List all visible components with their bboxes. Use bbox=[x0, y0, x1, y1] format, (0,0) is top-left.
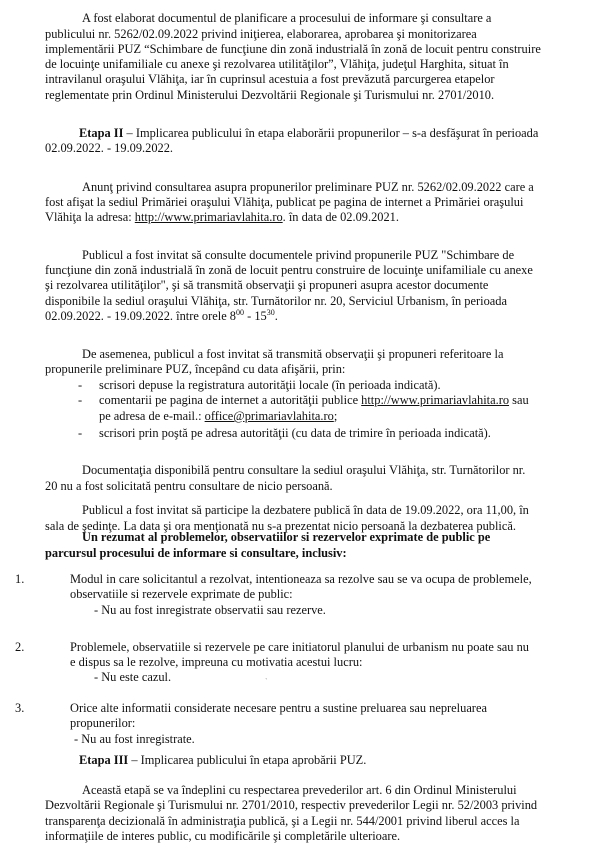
intro-line-2: publicului nr. 5262/02.09.2022 privind iniţierea, elaborarea, aprobarea şi monitorizarea bbox=[45, 27, 477, 41]
item-number-1: 1. bbox=[15, 572, 25, 586]
invitat-line-5 bbox=[45, 309, 278, 325]
intro-line-1: A fost elaborat documentul de planificare a procesului de informare şi consultare a bbox=[82, 11, 492, 25]
stray-mark: ` bbox=[265, 677, 268, 686]
etapa3-label: Etapa III bbox=[79, 753, 129, 767]
item-3-line-2: propunerilor: bbox=[70, 716, 136, 730]
channel-item-2-line-2 bbox=[99, 409, 337, 425]
etapa2-line-1 bbox=[79, 126, 538, 142]
etapa2-line-2: 02.09.2022. - 19.09.2022. bbox=[45, 141, 174, 155]
intro-line-5: intravilanul oraşului Vlăhiţa, iar în cuprinsul acestuia a fost prevăzută parcurgerea etapelor bbox=[45, 72, 495, 86]
email-link[interactable]: office@primariavlahita.ro bbox=[204, 409, 334, 423]
invitat-time-start-sup: 00 bbox=[236, 307, 244, 317]
etapa3-line bbox=[79, 753, 366, 769]
email-label: pe adresa de e-mail.: bbox=[99, 409, 205, 423]
item-1-answer: - Nu au fost inregistrate observatii sau rezerve. bbox=[94, 603, 326, 617]
intro-line-4: de locuinţe unifamiliale cu anexe şi rezolvarea utilităţilor”, Vlăhiţa, judeţul Harghita, situat în bbox=[45, 57, 509, 71]
etapa2-text: – Implicarea publicului în etapa elaborării propunerilor – s-a desfăşurat în perioada bbox=[123, 126, 539, 140]
invitat-time-sep: - 15 bbox=[244, 309, 267, 323]
bullet-dash: - bbox=[78, 393, 83, 407]
invitat-period: 02.09.2022. - 19.09.2022. între orele 8 bbox=[45, 309, 236, 323]
intro-line-3: implementării PUZ “Schimbare de funcţiune din zonă industrială în zonă de locuit pentru construire bbox=[45, 42, 541, 56]
channel-item-1: scrisori depuse la registratura autorităţii locale (în perioada indicată). bbox=[99, 378, 441, 392]
anunt-line-3 bbox=[45, 210, 399, 226]
invitat-time-end-sup: 30 bbox=[266, 307, 275, 317]
item-1-line-1: Modul in care solicitantul a rezolvat, intentioneaza sa rezolve sau se va ocupa de problemele, bbox=[70, 572, 532, 586]
invitat-line-1: Publicul a fost invitat să consulte documentele privind propunerile PUZ "Schimbare de bbox=[82, 248, 515, 262]
item-3-answer: - Nu au fost inregistrate. bbox=[74, 732, 195, 746]
item-2-line-2: e dispus sa le rezolve, impreuna cu motivatia acestui lucru: bbox=[70, 655, 363, 669]
anunt-line-1: Anunţ privind consultarea asupra propunerilor preliminare PUZ nr. 5262/02.09.2022 care a bbox=[82, 180, 534, 194]
primarie-website-link[interactable]: http://www.primariavlahita.ro bbox=[134, 210, 283, 224]
invitat-line-2: funcţiune din zonă industrială în zonă de locuit pentru construire de locuinţe unifamiliale cu anexe bbox=[45, 263, 533, 277]
item-1-line-2: observatiile si rezervele exprimate de public: bbox=[70, 587, 293, 601]
channel-item-2-pre: comentarii pe pagina de internet a autorităţii publice bbox=[99, 393, 362, 407]
item-number-3: 3. bbox=[15, 701, 25, 715]
item-number-2: 2. bbox=[15, 640, 25, 654]
channel-item-2-post: sau bbox=[509, 393, 529, 407]
dezbatere-line-1: Publicul a fost invitat să participe la dezbatere publică în data de 19.09.2022, ora 11,00, în bbox=[82, 503, 529, 517]
anunt-line-3-post: . în data de 02.09.2021. bbox=[282, 210, 399, 224]
invitat-line-4: disponibile la sediul oraşului Vlăhiţa, str. Turnătorilor nr. 20, Serviciul Urbanism, în perioada bbox=[45, 294, 507, 308]
documentatia-line-1: Documentaţia disponibilă pentru consultare la sediul oraşului Vlăhiţa, str. Turnătorilor nr. bbox=[82, 463, 526, 477]
etapa3-text: – Implicarea publicului în etapa aprobării PUZ. bbox=[128, 753, 367, 767]
primarie-website-link-2[interactable]: http://www.primariavlahita.ro bbox=[361, 393, 510, 407]
rezumat-heading-line-1: Un rezumat al problemelor, observatiilor si rezervelor exprimate de public pe bbox=[82, 530, 491, 544]
item-2-answer: - Nu este cazul. bbox=[94, 670, 172, 684]
asemenea-line-1: De asemenea, publicul a fost invitat să transmită observaţii şi propuneri referitoare la bbox=[82, 347, 504, 361]
anunt-line-2: fost afişat la sediul Primăriei oraşului Vlăhiţa, publicat pe pagina de internet a Primăriei oraşului bbox=[45, 195, 524, 209]
rezumat-heading-line-2: parcursul procesului de informare si consultare, inclusiv: bbox=[45, 546, 347, 560]
etapa2-label: Etapa II bbox=[79, 126, 124, 140]
final-line-3: transparenţa decizională în administraţia publică, şi a Legii nr. 544/2001 privind liberul acces la bbox=[45, 814, 520, 828]
email-end: ; bbox=[333, 409, 338, 423]
channel-item-3: scrisori prin poştă pe adresa autorităţii (cu data de trimire în perioada indicată). bbox=[99, 426, 491, 440]
item-2-line-1: Problemele, observatiile si rezervele pe care initiatorul planului de urbanism nu poate sau nu bbox=[70, 640, 529, 654]
intro-line-6: reglementate prin Ordinul Ministerului Dezvoltării Regionale şi Turismului nr. 2701/2010. bbox=[45, 88, 495, 102]
dezbatere-line-2: sala de şedinţe. La data şi ora menţionată nu s-a prezentat nicio persoană la dezbaterea publică. bbox=[45, 519, 516, 533]
final-line-1: Această etapă se va îndeplini cu respectarea prevederilor art. 6 din Ordinul Ministerului bbox=[82, 783, 517, 797]
bullet-dash: - bbox=[78, 378, 83, 392]
final-line-2: Dezvoltării Regionale şi Turismului nr. 2701/2010, respectiv prevederilor Legii nr. 52/2003 privind bbox=[45, 798, 538, 812]
invitat-line-3: şi rezolvarea utilităţilor", şi să transmită observaţii şi propuneri asupra acestor documente bbox=[45, 278, 489, 292]
final-line-4: informaţiile de interes public, cu modificările şi completările ulterioare. bbox=[45, 829, 401, 843]
asemenea-line-2: propunerile preliminare PUZ, începând cu data afişării, prin: bbox=[45, 362, 346, 376]
bullet-dash: - bbox=[78, 426, 83, 440]
anunt-line-3-pre: Vlăhiţa la adresa: bbox=[45, 210, 135, 224]
documentatia-line-2: 20 nu a fost solicitată pentru consultare de nicio persoană. bbox=[45, 479, 333, 493]
channel-item-2 bbox=[99, 393, 529, 409]
item-3-line-1: Orice alte informatii considerate necesare pentru a sustine preluarea sau nepreluarea bbox=[70, 701, 487, 715]
invitat-end: . bbox=[274, 309, 278, 323]
